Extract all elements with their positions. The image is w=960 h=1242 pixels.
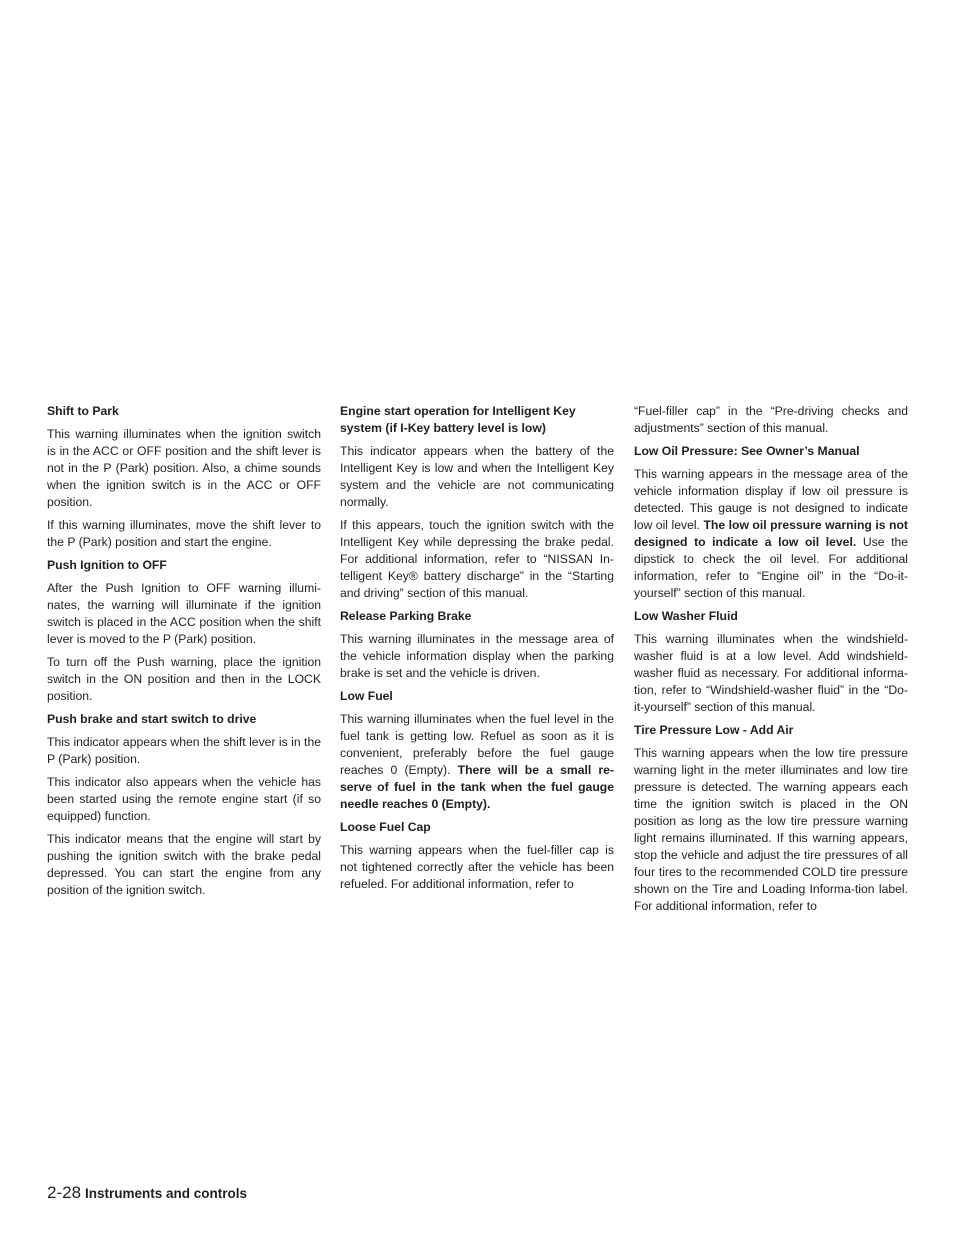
paragraph bbox=[634, 466, 908, 602]
paragraph-text: This warning appears in the message area of the vehicle information display if low oil pressure is detected. This gauge is not designed to indicate low oil level. bbox=[634, 467, 908, 532]
paragraph: This warning appears when the low tire pressure warning light in the meter illuminates and low tire pressure is detected. The warning appears each time the ignition switch is placed in the ON position as long as the low tire pressure warning light remains illuminated. If this warning appears, stop the vehicle and adjust the tire pressures of all four tires to the recommended COLD tire pressure shown on the Tire and Loading Informa-tion label. For additional information, refer to bbox=[634, 746, 908, 913]
bold-warning-text: The low oil pressure warning is not designed to indicate a low oil level. bbox=[634, 518, 908, 549]
column-left bbox=[47, 403, 321, 905]
paragraph: After the Push Ignition to OFF warning illumi-nates, the warning will illuminate if the ignition switch is placed in the ACC position when the shift lever is moved to the P (Park) position. bbox=[47, 581, 321, 646]
heading-loose-fuel-cap: Loose Fuel Cap bbox=[340, 820, 431, 834]
paragraph: If this appears, touch the ignition switch with the Intelligent Key while depressing the brake pedal. For additional information, refer to “NISSAN In-telligent Key® battery discharge” in the “Starting and driving” section of this manual. bbox=[340, 518, 614, 600]
column-middle bbox=[340, 403, 614, 899]
paragraph bbox=[340, 711, 614, 813]
heading-tire-pressure-low: Tire Pressure Low - Add Air bbox=[634, 723, 794, 737]
page-footer bbox=[47, 1182, 247, 1205]
paragraph: If this warning illuminates, move the shift lever to the P (Park) position and start the engine. bbox=[47, 518, 321, 549]
heading-push-brake-start: Push brake and start switch to drive bbox=[47, 712, 257, 726]
heading-low-washer-fluid: Low Washer Fluid bbox=[634, 609, 738, 623]
paragraph-continued: “Fuel-filler cap” in the “Pre-driving checks and adjustments” section of this manual. bbox=[634, 404, 908, 435]
paragraph: To turn off the Push warning, place the ignition switch in the ON position and then in the LOCK position. bbox=[47, 655, 321, 703]
section-title: Instruments and controls bbox=[85, 1186, 248, 1201]
paragraph: This indicator appears when the shift lever is in the P (Park) position. bbox=[47, 735, 321, 766]
heading-shift-to-park: Shift to Park bbox=[47, 404, 119, 418]
column-right bbox=[634, 403, 908, 921]
page-number: 2-28 bbox=[47, 1183, 82, 1202]
heading-engine-start-ikey: Engine start operation for Intelligent Key system (if I-Key battery level is low) bbox=[340, 404, 576, 435]
heading-push-ignition-off: Push Ignition to OFF bbox=[47, 558, 167, 572]
paragraph: This warning illuminates when the ignition switch is in the ACC or OFF position and the shift lever is not in the P (Park) position. Also, a chime sounds when the ignition switch is in the ACC or OFF position. bbox=[47, 427, 321, 509]
paragraph-text: This warning illuminates when the fuel level in the fuel tank is getting low. Refuel as soon as it is convenient, preferably before the fuel gauge reaches 0 (Empty). bbox=[340, 712, 614, 777]
paragraph: This warning appears when the fuel-filler cap is not tightened correctly after the vehicle has been refueled. For additional information, refer to bbox=[340, 843, 614, 891]
heading-release-parking-brake: Release Parking Brake bbox=[340, 609, 472, 623]
paragraph: This indicator appears when the battery of the Intelligent Key is low and when the Intelligent Key system and the vehicle are not communicating normally. bbox=[340, 444, 614, 509]
heading-low-fuel: Low Fuel bbox=[340, 689, 393, 703]
paragraph: This warning illuminates when the windshield-washer fluid is at a low level. Add windshield-washer fluid as necessary. For additional informa-tion, refer to “Windshield-washer fluid” in the “Do-it-yourself” section of this manual. bbox=[634, 632, 908, 714]
paragraph: This indicator also appears when the vehicle has been started using the remote engine start (if so equipped) function. bbox=[47, 775, 321, 823]
bold-warning-text: There will be a small re-serve of fuel in the tank when the fuel gauge needle reaches 0 (Empty). bbox=[340, 763, 614, 811]
paragraph: This indicator means that the engine will start by pushing the ignition switch with the brake pedal depressed. You can start the engine from any position of the ignition switch. bbox=[47, 832, 321, 897]
paragraph: This warning illuminates in the message area of the vehicle information display when the parking brake is set and the vehicle is driven. bbox=[340, 632, 614, 680]
paragraph-text: Use the dipstick to check the oil level. For additional information, refer to “Engine oil” in the “Do-it-yourself” section of this manual. bbox=[634, 535, 909, 600]
heading-low-oil-pressure: Low Oil Pressure: See Owner’s Manual bbox=[634, 444, 860, 458]
